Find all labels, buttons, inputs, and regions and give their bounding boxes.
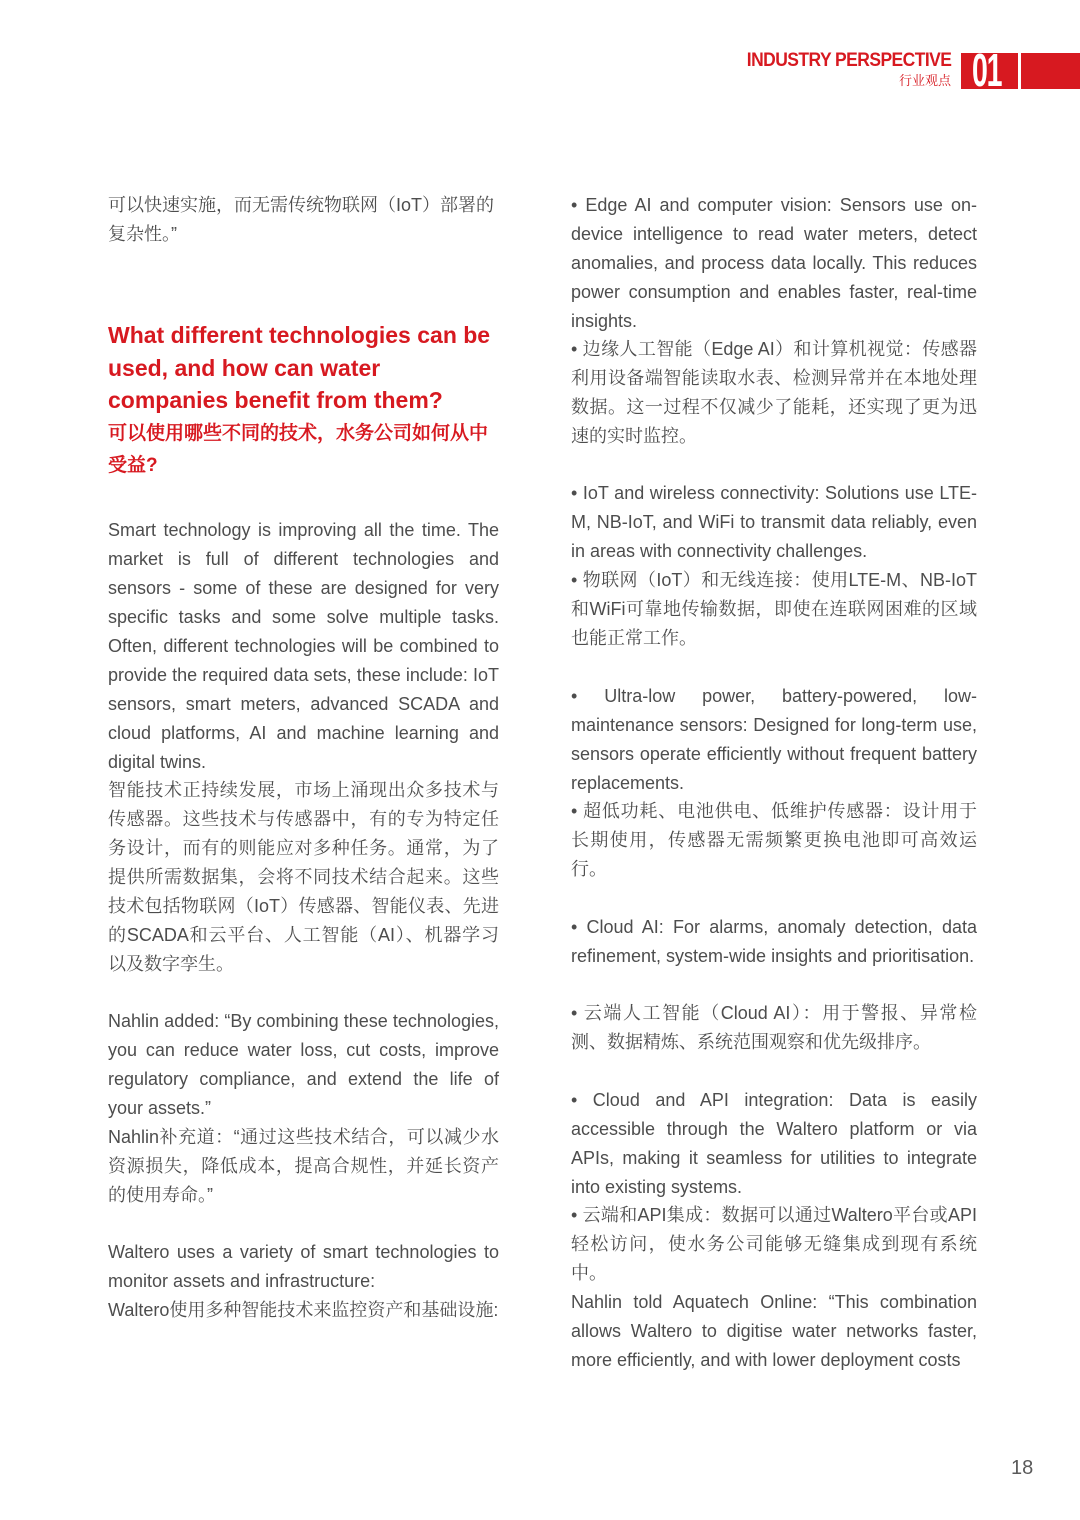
question-heading-zh: 可以使用哪些不同的技术，水务公司如何从中受益? [108, 423, 489, 476]
paragraph-2-zh: Nahlin补充道：“通过这些技术结合，可以减少水资源损失，降低成本，提高合规性，并延长资产的使用寿命。” [108, 1127, 499, 1205]
paragraph-2-en: Nahlin added: “By combining these technologies, you can reduce water loss, cut costs, improve regulatory compliance, and extend the life of your assets.” [108, 1011, 499, 1118]
page-number: 18 [1011, 1457, 1034, 1479]
bullet-edge-ai-zh: • 边缘人工智能（Edge AI）和计算机视觉：传感器利用设备端智能读取水表、检测异常并在本地处理数据。这一过程不仅减少了能耗，还实现了更为迅速的实时监控。 [571, 339, 977, 446]
intro-zh: 可以快速实施，而无需传统物联网（IoT）部署的复杂性。” [108, 195, 495, 244]
section-title: INDUSTRY PERSPECTIVE [746, 50, 951, 71]
section-block-divider [1018, 53, 1021, 89]
bullet-low-power-zh: • 超低功耗、电池供电、低维护传感器：设计用于长期使用，传感器无需频繁更换电池即可高效运行。 [571, 801, 977, 879]
paragraph-3-en: Waltero uses a variety of smart technologies to monitor assets and infrastructure: [108, 1242, 499, 1291]
bullet-iot-en: • IoT and wireless connectivity: Solutions use LTE-M, NB-IoT, and WiFi to transmit data reliably, even in areas with connectivity challenges. [571, 483, 977, 561]
bullet-iot-zh: • 物联网（IoT）和无线连接：使用LTE-M、NB-IoT和WiFi可靠地传输数据，即使在连联网困难的区域也能正常工作。 [571, 570, 977, 648]
question-heading-en: What different technologies can be used, and how can water companies benefit from them? [108, 322, 491, 413]
section-number: 01 [972, 44, 1002, 96]
bullet-low-power-en: • Ultra-low power, battery-powered, low-maintenance sensors: Designed for long-term use, sensors operate efficiently without frequent battery replacements. [571, 686, 977, 793]
paragraph-1-zh: 智能技术正持续发展，市场上涌现出众多技术与传感器。这些技术与传感器中，有的专为特定任务设计，而有的则能应对多种任务。通常，为了提供所需数据集，会将不同技术结合起来。这些技术包括物联网（IoT）传感器、智能仪表、先进的SCADA和云平台、人工智能（AI）、机器学习以及数字孪生。 [108, 780, 499, 974]
closing-quote-en: Nahlin told Aquatech Online: “This combination allows Waltero to digitise water networks faster, more efficiently, and with lower deployment costs [571, 1292, 977, 1370]
bullet-cloud-ai-en: • Cloud AI: For alarms, anomaly detection, data refinement, system-wide insights and prioritisation. [571, 917, 977, 966]
bullet-api-zh: • 云端和API集成：数据可以通过Waltero平台或API轻松访问，使水务公司能够无缝集成到现有系统中。 [571, 1205, 977, 1283]
bullet-edge-ai-en: • Edge AI and computer vision: Sensors use on-device intelligence to read water meters, detect anomalies, and process data locally. This reduces power consumption and enables faster, real-time insights. [571, 195, 977, 331]
bullet-api-en: • Cloud and API integration: Data is easily accessible through the Waltero platform or via APIs, making it seamless for utilities to integrate into existing systems. [571, 1090, 977, 1197]
paragraph-3-zh: Waltero使用多种智能技术来监控资产和基础设施: [108, 1300, 499, 1320]
section-subtitle: 行业观点 [898, 73, 951, 88]
bullet-cloud-ai-zh: • 云端人工智能（Cloud AI）：用于警报、异常检测、数据精炼、系统范围观察和优先级排序。 [571, 1003, 977, 1052]
paragraph-1-en: Smart technology is improving all the time. The market is full of different technologies and sensors - some of these are designed for very specific tasks and some solve multiple tasks. Often, different technologies will be combined to provide the required data sets, these include: IoT sensors, smart meters, advanced SCADA and cloud platforms, AI and machine learning and digital twins. [108, 520, 499, 772]
